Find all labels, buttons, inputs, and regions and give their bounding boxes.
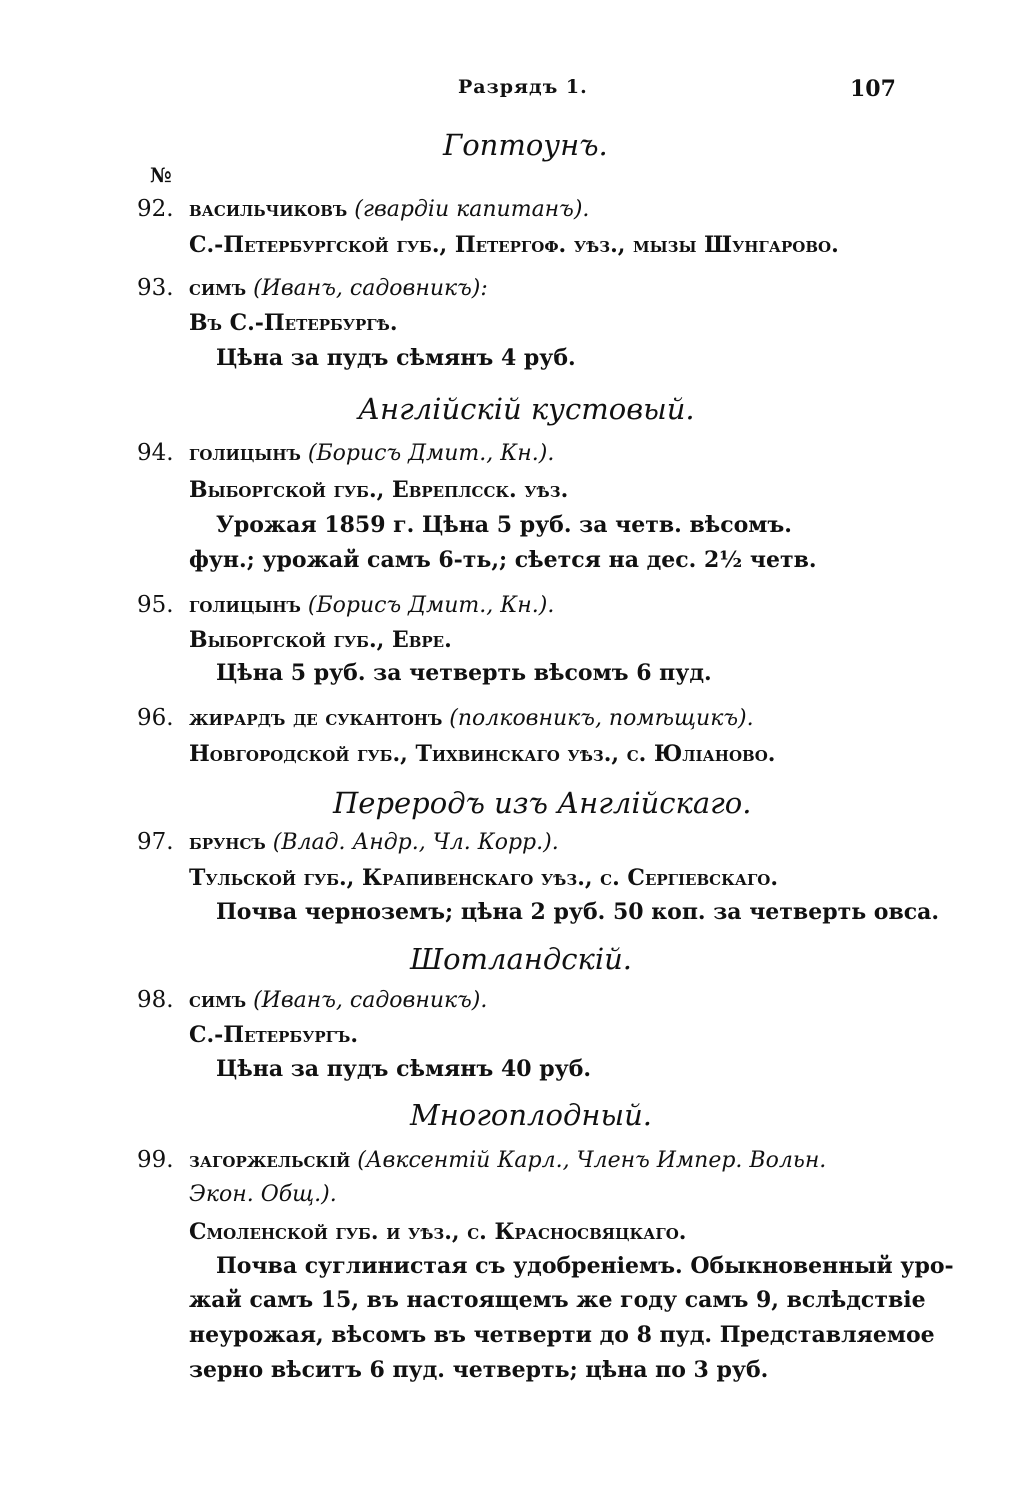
entry-line: Урожая 1859 г. Цѣна 5 руб. за четв. вѣсомъ.	[216, 512, 792, 538]
entry-line: С.-Петербургъ.	[189, 1022, 359, 1048]
entry-line: фун.; урожай самъ 6-ть,; сѣется на дес. 2½ четв.	[189, 547, 817, 573]
entry-line: Цѣна за пудъ сѣмянъ 4 руб.	[216, 345, 576, 371]
section-heading: Многоплодный.	[410, 1098, 652, 1132]
entry-line: Новгородской губ., Тихвинскаго уѣз., с. Юліаново.	[189, 741, 776, 767]
entry-line: С.-Петербургской губ., Петергоф. уѣз., мызы Шунгарово.	[189, 232, 839, 258]
entry-heading	[189, 829, 559, 855]
entry-name: голицынъ	[189, 440, 301, 466]
entry-line: Выборгской губ., Евреплсск. уѣз.	[189, 477, 569, 503]
entry-line: Выборгской губ., Евре.	[189, 627, 452, 653]
entry-line: Почва суглинистая съ удобреніемъ. Обыкновенный уро-	[216, 1253, 954, 1279]
entry-title: (Влад. Андр., Чл. Корр.).	[272, 830, 559, 855]
section-heading: Шотландскій.	[410, 942, 633, 976]
entry-name: жирардъ де сукантонъ	[189, 705, 443, 731]
entry-line: Цѣна 5 руб. за четверть вѣсомъ 6 пуд.	[216, 660, 712, 686]
entry-heading	[189, 1147, 826, 1173]
entry-heading	[189, 275, 488, 301]
page-number: 107	[850, 76, 896, 102]
entry-number: 93.	[137, 275, 174, 301]
entry-number: 99.	[137, 1147, 174, 1173]
section-heading: Переродъ изъ Англійскаго.	[333, 786, 752, 820]
entry-name: васильчиковъ	[189, 196, 348, 222]
section-heading: Гоптоунъ.	[443, 128, 608, 162]
entry-name: загоржельскій	[189, 1147, 351, 1173]
entry-name: брунсъ	[189, 829, 266, 855]
entry-number: 94.	[137, 440, 174, 466]
entry-number: 92.	[137, 196, 174, 222]
running-title: Разрядъ 1.	[458, 76, 588, 98]
entry-line: Экон. Общ.).	[189, 1182, 337, 1207]
entry-heading	[189, 592, 554, 618]
entry-heading	[189, 987, 487, 1013]
entry-title: (Иванъ, садовникъ).	[253, 988, 488, 1013]
entry-line: Тульской губ., Крапивенскаго уѣз., с. Сергіевскаго.	[189, 865, 779, 891]
entry-title: (гвардіи капитанъ).	[354, 197, 590, 222]
entry-line: Въ С.-Петербургѣ.	[189, 310, 398, 336]
entry-heading	[189, 440, 554, 466]
entry-line: Почва черноземъ; цѣна 2 руб. 50 коп. за четверть овса.	[216, 899, 940, 925]
entry-number: 95.	[137, 592, 174, 618]
number-sign: №	[150, 163, 172, 187]
entry-title: (Иванъ, садовникъ):	[253, 276, 488, 301]
entry-name: симъ	[189, 275, 247, 301]
entry-heading	[189, 705, 754, 731]
entry-title: (Авксентій Карл., Членъ Импер. Вольн.	[357, 1148, 827, 1173]
entry-number: 97.	[137, 829, 174, 855]
entry-title: (Борисъ Дмит., Кн.).	[307, 593, 555, 618]
section-heading: Англійскій кустовый.	[358, 392, 695, 426]
entry-line: зерно вѣситъ 6 пуд. четверть; цѣна по 3 руб.	[189, 1357, 769, 1383]
entry-title: (Борисъ Дмит., Кн.).	[307, 441, 555, 466]
entry-line: неурожая, вѣсомъ въ четверти до 8 пуд. Представляемое	[189, 1322, 935, 1348]
page-header	[0, 76, 1015, 106]
entry-title: (полковникъ, помѣщикъ).	[449, 706, 754, 731]
entry-number: 96.	[137, 705, 174, 731]
entry-heading	[189, 196, 589, 222]
entry-name: голицынъ	[189, 592, 301, 618]
entry-line: жай самъ 15, въ настоящемъ же году самъ 9, вслѣдствіе	[189, 1287, 926, 1313]
entry-number: 98.	[137, 987, 174, 1013]
entry-name: симъ	[189, 987, 247, 1013]
entry-line: Цѣна за пудъ сѣмянъ 40 руб.	[216, 1056, 592, 1082]
entry-line: Смоленской губ. и уѣз., с. Красносвяцкаго.	[189, 1219, 687, 1245]
